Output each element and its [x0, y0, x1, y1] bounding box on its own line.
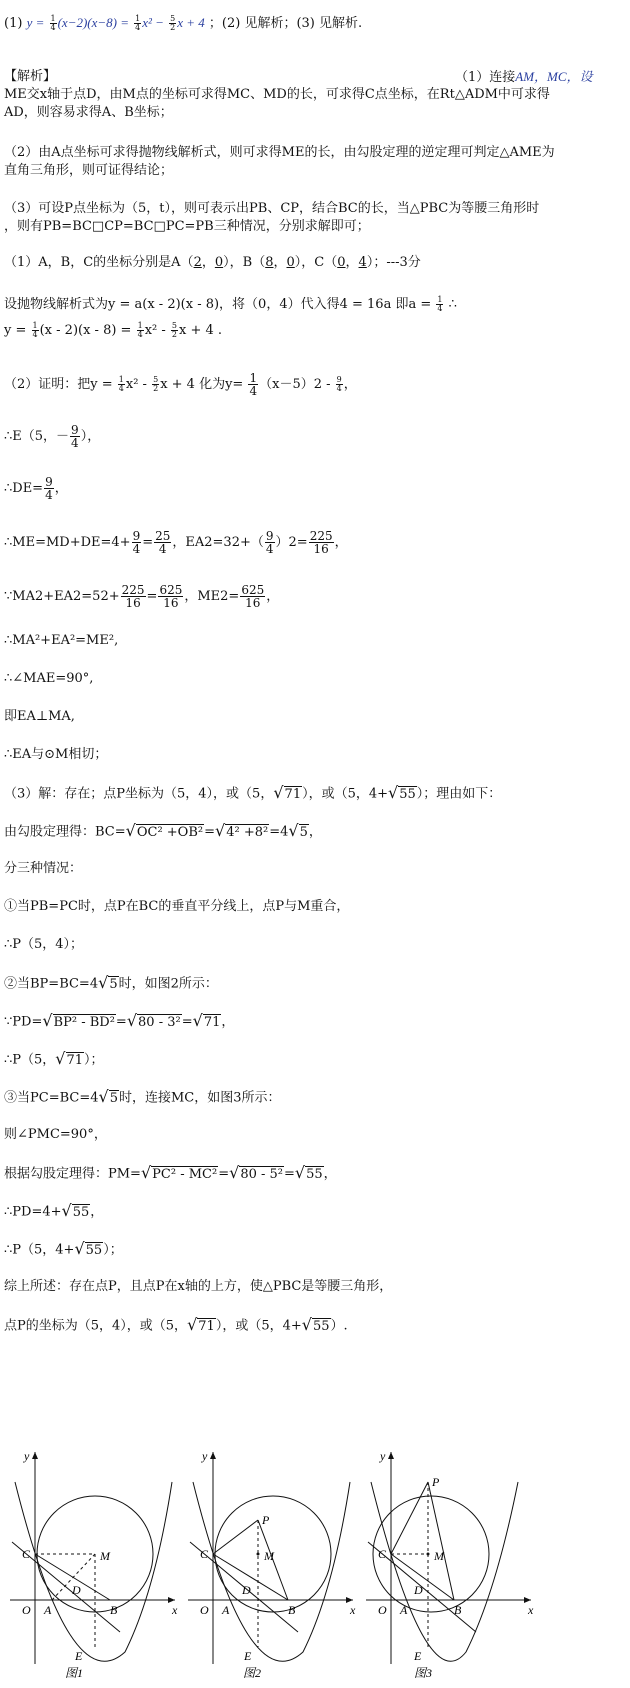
fig2-label-a: A — [222, 1603, 230, 1617]
analysis-p2-line2: 直角三角形，则可证得结论； — [4, 163, 174, 178]
fig2-label-y: y — [202, 1449, 208, 1463]
sol-tangent: ∴EA与⊙M相切； — [4, 747, 108, 762]
fig2-label-c: C — [200, 1547, 209, 1561]
analysis-p3-line2: ，则有PB=BC□CP=BC□PC=PB三种情况，分别求解即可； — [4, 219, 370, 234]
sol-me: ∴ME=MD+DE=4+ $\frac{9}{4}$ = $\frac{25}{4}$ ，EA2=32+（ $\frac{9}{4}$ ）2= $\frac{225}{16}$ ， — [4, 529, 348, 556]
fig3-label-x: x — [528, 1603, 534, 1617]
sol-parabola-setup: 设抛物线解析式为y = a(x - 2)(x - 8)，将（0，4）代入得4 = 16a 即a = $\frac{1}{4}$ ∴ — [4, 295, 457, 313]
sol-case1-p: ∴P（5，4）； — [4, 937, 84, 952]
fig1-label-o: O — [22, 1603, 31, 1617]
fig3-label-c: C — [378, 1547, 387, 1561]
sol-pmc: 则∠PMC=90°， — [4, 1127, 107, 1142]
sol-coords: （1）A，B，C的坐标分别是A（2，0），B（8，0），C（0，4）；---3分 — [4, 255, 421, 270]
fig2-label-d: D — [242, 1583, 251, 1597]
sol-pd2: ∴PD=4+√55， — [4, 1201, 104, 1220]
sol-vertex-form: （2）证明：把y = $\frac{1}{4}$ x² - $\frac{5}{2}$ x + 4 化为y= $\frac{1}{4}$ （x－5）2 - $\frac{9}{4}$ ， — [4, 371, 357, 398]
sol-case1: ①当PB=PC时，点P在BC的垂直平分线上，点P与M重合， — [4, 899, 350, 914]
fig3-label-d: D — [414, 1583, 423, 1597]
sol-p3-answer: （3）解：存在；点P坐标为（5，4），或（5，√71），或（5，4+√55）；理由如下： — [4, 783, 502, 802]
figure-2 — [188, 1449, 356, 1680]
sol-parabola-eq: y = $\frac{1}{4}$ (x - 2)(x - 8) = $\frac{1}{4}$ x² - $\frac{5}{2}$ x + 4 . — [4, 321, 223, 339]
fig1-label-e: E — [75, 1649, 83, 1663]
fig3-label-e: E — [414, 1649, 422, 1663]
sol-pm: 根据勾股定理得：PM=√PC² - MC²=√80 - 5²=√55， — [4, 1163, 337, 1182]
figure-3 — [366, 1449, 534, 1680]
fig2-label-x: x — [350, 1603, 356, 1617]
fig3-label-m: M — [434, 1549, 444, 1563]
sol-case3: ③当PC=BC=4√5时，连接MC，如图3所示： — [4, 1087, 281, 1106]
fig3-caption: 图3 — [414, 1666, 433, 1680]
figures-panel — [0, 1442, 630, 1682]
fig1-label-a: A — [44, 1603, 52, 1617]
fig2-label-b: B — [288, 1603, 296, 1617]
fig2-label-m: M — [264, 1549, 274, 1563]
sol-summary1: 综上所述：存在点P，且点P在x轴的上方，使△PBC是等腰三角形， — [4, 1279, 393, 1294]
fig3-label-a: A — [400, 1603, 408, 1617]
analysis-p3-line1: （3）可设P点坐标为（5，t），则可表示出PB、CP，结合BC的长，当△PBC为等腰三角形时 — [4, 201, 540, 216]
fig1-label-y: y — [24, 1449, 30, 1463]
sol-ma: ∵MA2+EA2=52+ $\frac{225}{16}$ = $\frac{625}{16}$ ，ME2= $\frac{625}{16}$ ， — [4, 583, 280, 610]
sol-perp: 即EA⊥MA, — [4, 709, 75, 724]
sol-case2-p: ∴P（5，√71）； — [4, 1049, 104, 1068]
fig2-caption: 图2 — [243, 1666, 262, 1680]
sol-summary2: 点P的坐标为（5，4），或（5，√71），或（5，4+√55）. — [4, 1315, 348, 1334]
sol-three-cases: 分三种情况： — [4, 861, 83, 876]
sol-case3-p: ∴P（5，4+√55）； — [4, 1239, 123, 1258]
fig2-label-p: P — [262, 1513, 270, 1527]
fig1-label-d: D — [72, 1583, 81, 1597]
fig3-label-y: y — [380, 1449, 386, 1463]
fig1-caption: 图1 — [65, 1666, 84, 1680]
sol-eq: ∴MA²+EA²=ME², — [4, 633, 119, 648]
sol-pd: ∵PD=√BP² - BD²=√80 - 3²=√71， — [4, 1011, 235, 1030]
analysis-heading: 【解析】 — [4, 69, 57, 84]
analysis-p1-line2: ME交x轴于点D，由M点的坐标可求得MC、MD的长，可求得C点坐标，在Rt△ADM中可求得 — [4, 87, 550, 102]
analysis-p1-line3: AD，则容易求得A、B坐标； — [4, 105, 173, 120]
sol-angle: ∴∠MAE=90°, — [4, 671, 94, 686]
fig1-label-b: B — [110, 1603, 118, 1617]
sol-de: ∴DE= $\frac{9}{4}$ ， — [4, 475, 68, 502]
analysis-p2-line1: （2）由A点坐标可求得抛物线解析式，则可求得ME的长，由勾股定理的逆定理可判定△AME为 — [4, 145, 555, 160]
sol-bc: 由勾股定理得：BC=√OC² +OB²=√4² +8²=4√5， — [4, 821, 322, 840]
fig1-label-c: C — [22, 1547, 31, 1561]
fig2-label-e: E — [244, 1649, 252, 1663]
figure-1 — [10, 1449, 178, 1680]
fig3-label-b: B — [454, 1603, 462, 1617]
fig3-label-o: O — [378, 1603, 387, 1617]
fig1-label-x: x — [172, 1603, 178, 1617]
sol-case2: ②当BP=BC=4√5时，如图2所示： — [4, 973, 218, 992]
fig2-label-o: O — [200, 1603, 209, 1617]
fig3-label-p: P — [432, 1475, 440, 1489]
analysis-p1-head: （1）连接AM，MC，设 — [455, 69, 593, 85]
sol-e-point: ∴E（5，－ $\frac{9}{4}$ ）， — [4, 423, 101, 450]
answer-line: (1) y = $\frac{1}{4}$ (x−2)(x−8) = $\frac{1}{4}$ x² − $\frac{5}{2}$ x + 4 ；(2) 见解析；(3) 见解析. — [4, 14, 363, 32]
fig1-label-m: M — [100, 1549, 110, 1563]
